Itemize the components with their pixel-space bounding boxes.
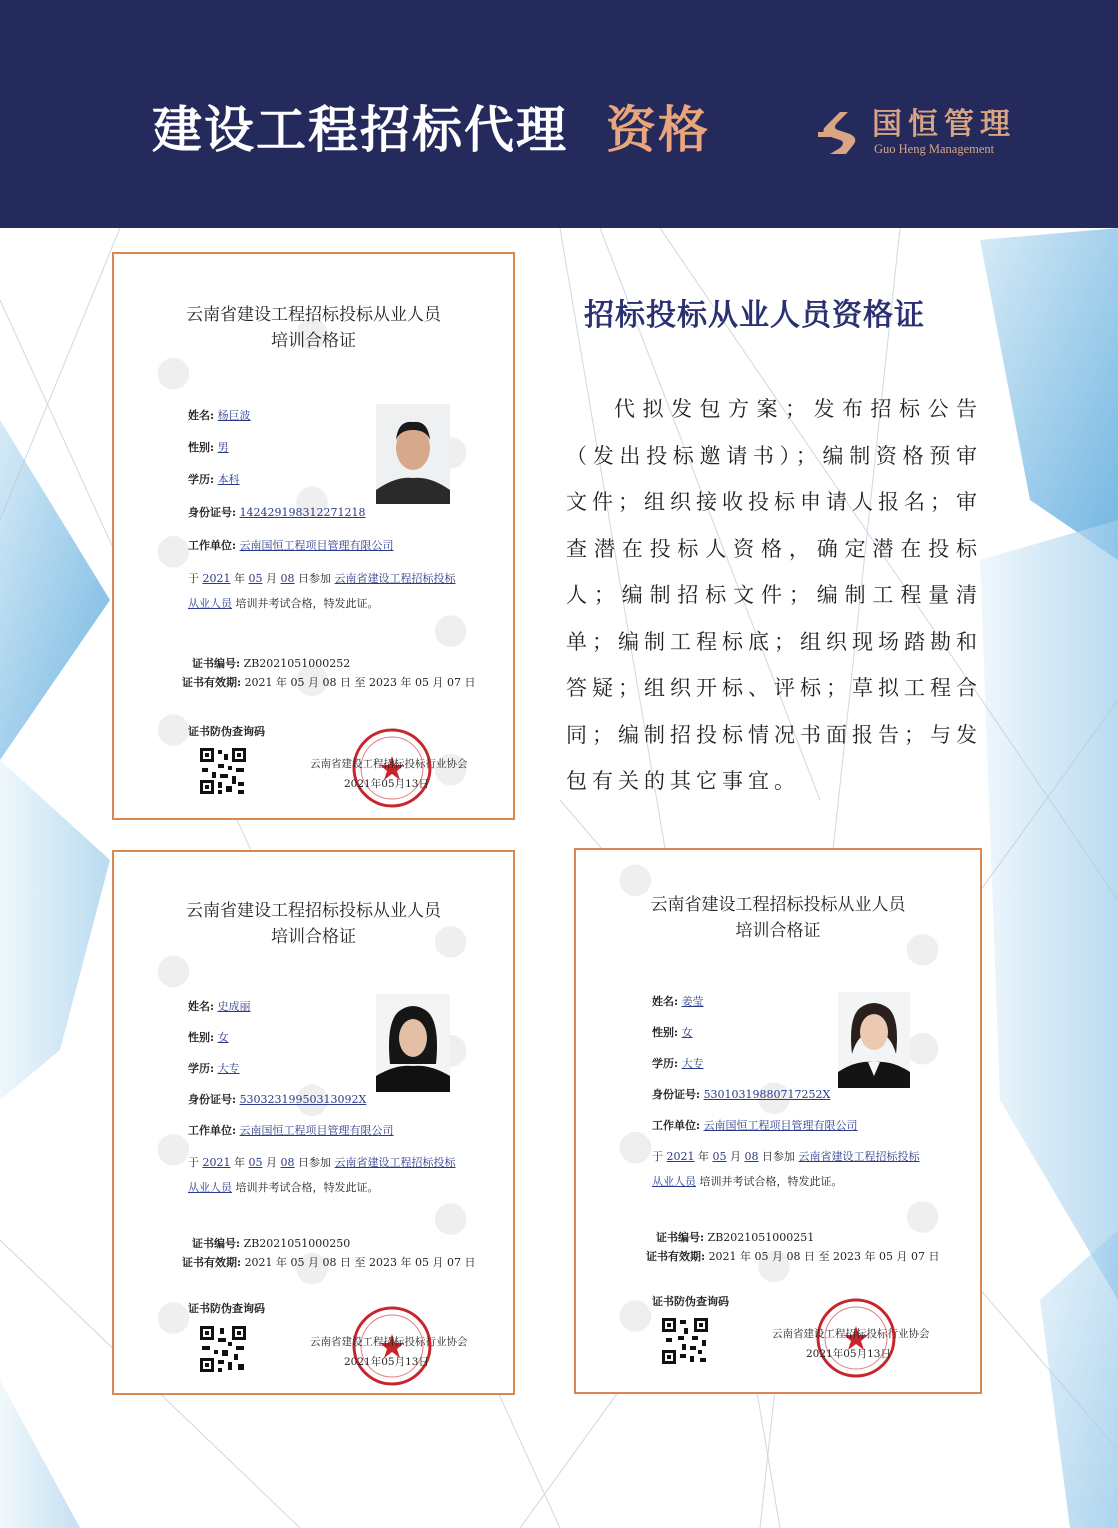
header-band xyxy=(0,0,1118,228)
holder-id-number: 142429198312271218 xyxy=(239,506,366,519)
company-logo xyxy=(816,108,1036,160)
cert-number-label: 证书编号: xyxy=(192,657,241,670)
org-label: 工作单位: xyxy=(188,539,237,552)
issue-date: 2021年05月13日 xyxy=(344,778,429,790)
holder-gender: 女 xyxy=(217,1031,229,1044)
holder-gender: 男 xyxy=(217,441,229,454)
holder-name: 杨巨波 xyxy=(217,409,251,422)
holder-photo xyxy=(376,404,450,504)
holder-photo xyxy=(838,992,910,1088)
issuer-name: 云南省建设工程招标投标行业协会 xyxy=(310,758,468,770)
header-title: 建设工程招标代理 xyxy=(152,100,568,159)
qr-code-icon xyxy=(660,1316,710,1366)
cert-number-label: 证书编号: xyxy=(192,1237,241,1250)
name-label: 姓名: xyxy=(188,409,215,422)
id-label: 身份证号: xyxy=(188,1093,237,1106)
certificate-card: 云南省建设工程招标投标从业人员 培训合格证 姓名: 史成丽 性别: 女 学历: 大专 身份证号: 53032319950313092X 工作单位: 云南国恒工程项目管理有限公司 于 2021 年 05 月 08 日参加 云南省建设工程招标投标 从业人员 培训并考试合格，特发此证。 证书编号: ZB2021051000250 证书有效期: 2021 年 05 月 08 日 至 2023 年 05 月 07 日 证书防伪查询码 云南省建设工程招标投标行业协会 2021年05月13日 xyxy=(112,850,515,1395)
holder-gender: 女 xyxy=(681,1026,693,1039)
logo-mark-icon xyxy=(816,110,860,156)
issue-date: 2021年05月13日 xyxy=(806,1348,891,1360)
holder-education: 大专 xyxy=(217,1062,240,1075)
gender-label: 性别: xyxy=(188,1031,215,1044)
id-label: 身份证号: xyxy=(652,1088,701,1101)
cert-number: ZB2021051000252 xyxy=(243,657,351,670)
cert-number: ZB2021051000250 xyxy=(243,1237,351,1250)
cert-title-line1: 云南省建设工程招标投标从业人员 xyxy=(650,895,906,915)
header-accent: 资格 xyxy=(606,100,710,159)
cert-title-line2: 培训合格证 xyxy=(735,921,821,941)
qr-code-icon xyxy=(198,746,248,796)
validity-label: 证书有效期: xyxy=(646,1250,706,1263)
education-label: 学历: xyxy=(652,1057,679,1070)
gender-label: 性别: xyxy=(652,1026,679,1039)
issue-date: 2021年05月13日 xyxy=(344,1356,429,1368)
issuer-name: 云南省建设工程招标投标行业协会 xyxy=(772,1328,930,1340)
training-result: 培训并考试合格，特发此证。 xyxy=(235,597,379,610)
section-description: 代拟发包方案；发布招标公告（发出投标邀请书）；编制资格预审文件；组织接收投标申请人报名；审查潜在投标人资格，确定潜在投标人；编制招标文件；编制工程量清单；编制工程标底；组织现场踏勘和答疑；组织开标、评标；草拟工程合同；编制招投标情况书面报告；与发包有关的其它事宜。 xyxy=(566,397,982,793)
cert-number-label: 证书编号: xyxy=(656,1231,705,1244)
qr-label: 证书防伪查询码 xyxy=(188,725,265,738)
holder-education: 大专 xyxy=(681,1057,704,1070)
qr-code-icon xyxy=(198,1324,248,1374)
name-label: 姓名: xyxy=(188,1000,215,1013)
validity-period: 2021 年 05 月 08 日 至 2023 年 05 月 07 日 xyxy=(708,1250,940,1263)
holder-photo xyxy=(376,994,450,1092)
logo-chinese-name: 国恒管理 xyxy=(872,107,1016,142)
holder-name: 史成丽 xyxy=(217,1000,251,1013)
id-label: 身份证号: xyxy=(188,506,237,519)
validity-label: 证书有效期: xyxy=(182,676,242,689)
holder-org: 云南国恒工程项目管理有限公司 xyxy=(703,1119,858,1132)
training-course: 云南省建设工程招标投标 xyxy=(334,1156,456,1169)
training-course: 云南省建设工程招标投标 xyxy=(334,572,456,585)
name-label: 姓名: xyxy=(652,995,679,1008)
training-result: 培训并考试合格，特发此证。 xyxy=(699,1175,843,1188)
cert-number: ZB2021051000251 xyxy=(707,1231,815,1244)
holder-org: 云南国恒工程项目管理有限公司 xyxy=(239,1124,394,1137)
section-title: 招标投标从业人员资格证 xyxy=(584,298,925,333)
issuer-name: 云南省建设工程招标投标行业协会 xyxy=(310,1336,468,1348)
validity-period: 2021 年 05 月 08 日 至 2023 年 05 月 07 日 xyxy=(244,676,476,689)
holder-name: 姜莹 xyxy=(681,995,704,1008)
cert-title-line1: 云南省建设工程招标投标从业人员 xyxy=(186,901,441,921)
education-label: 学历: xyxy=(188,473,215,486)
validity-label: 证书有效期: xyxy=(182,1256,242,1269)
training-course: 云南省建设工程招标投标 xyxy=(798,1150,920,1163)
training-result: 培训并考试合格，特发此证。 xyxy=(235,1181,379,1194)
gender-label: 性别: xyxy=(188,441,215,454)
qr-label: 证书防伪查询码 xyxy=(188,1302,265,1315)
holder-id-number: 53010319880717252X xyxy=(703,1088,831,1101)
holder-education: 本科 xyxy=(217,473,240,486)
certificate-card: 云南省建设工程招标投标从业人员 培训合格证 姓名: 杨巨波 性别: 男 学历: 本科 身份证号: 142429198312271218 工作单位: 云南国恒工程项目管理有限公司 于 2021 年 05 月 08 日参加 云南省建设工程招标投标 从业人员 培训并考试合格，特发此证。 证书编号: ZB2021051000252 证书有效期: 2021 年 05 月 08 日 至 2023 年 05 月 07 日 证书防伪查询码 云南省建设工程招标投标行业协会 2021年05月13日 xyxy=(112,252,515,820)
logo-english-name: Guo Heng Management xyxy=(874,142,995,156)
org-label: 工作单位: xyxy=(188,1124,237,1137)
cert-title-line1: 云南省建设工程招标投标从业人员 xyxy=(186,305,441,325)
holder-org: 云南国恒工程项目管理有限公司 xyxy=(239,539,394,552)
cert-title-line2: 培训合格证 xyxy=(271,927,356,947)
org-label: 工作单位: xyxy=(652,1119,701,1132)
cert-title-line2: 培训合格证 xyxy=(271,331,356,351)
certificate-card: 云南省建设工程招标投标从业人员 培训合格证 姓名: 姜莹 性别: 女 学历: 大专 身份证号: 53010319880717252X 工作单位: 云南国恒工程项目管理有限公司 于 2021 年 05 月 08 日参加 云南省建设工程招标投标 从业人员 培训并考试合格，特发此证。 证书编号: ZB2021051000251 证书有效期: 2021 年 05 月 08 日 至 2023 年 05 月 07 日 证书防伪查询码 云南省建设工程招标投标行业协会 2021年05月13日 xyxy=(574,848,982,1394)
qr-label: 证书防伪查询码 xyxy=(652,1295,729,1308)
validity-period: 2021 年 05 月 08 日 至 2023 年 05 月 07 日 xyxy=(244,1256,476,1269)
holder-id-number: 53032319950313092X xyxy=(239,1093,367,1106)
education-label: 学历: xyxy=(188,1062,215,1075)
